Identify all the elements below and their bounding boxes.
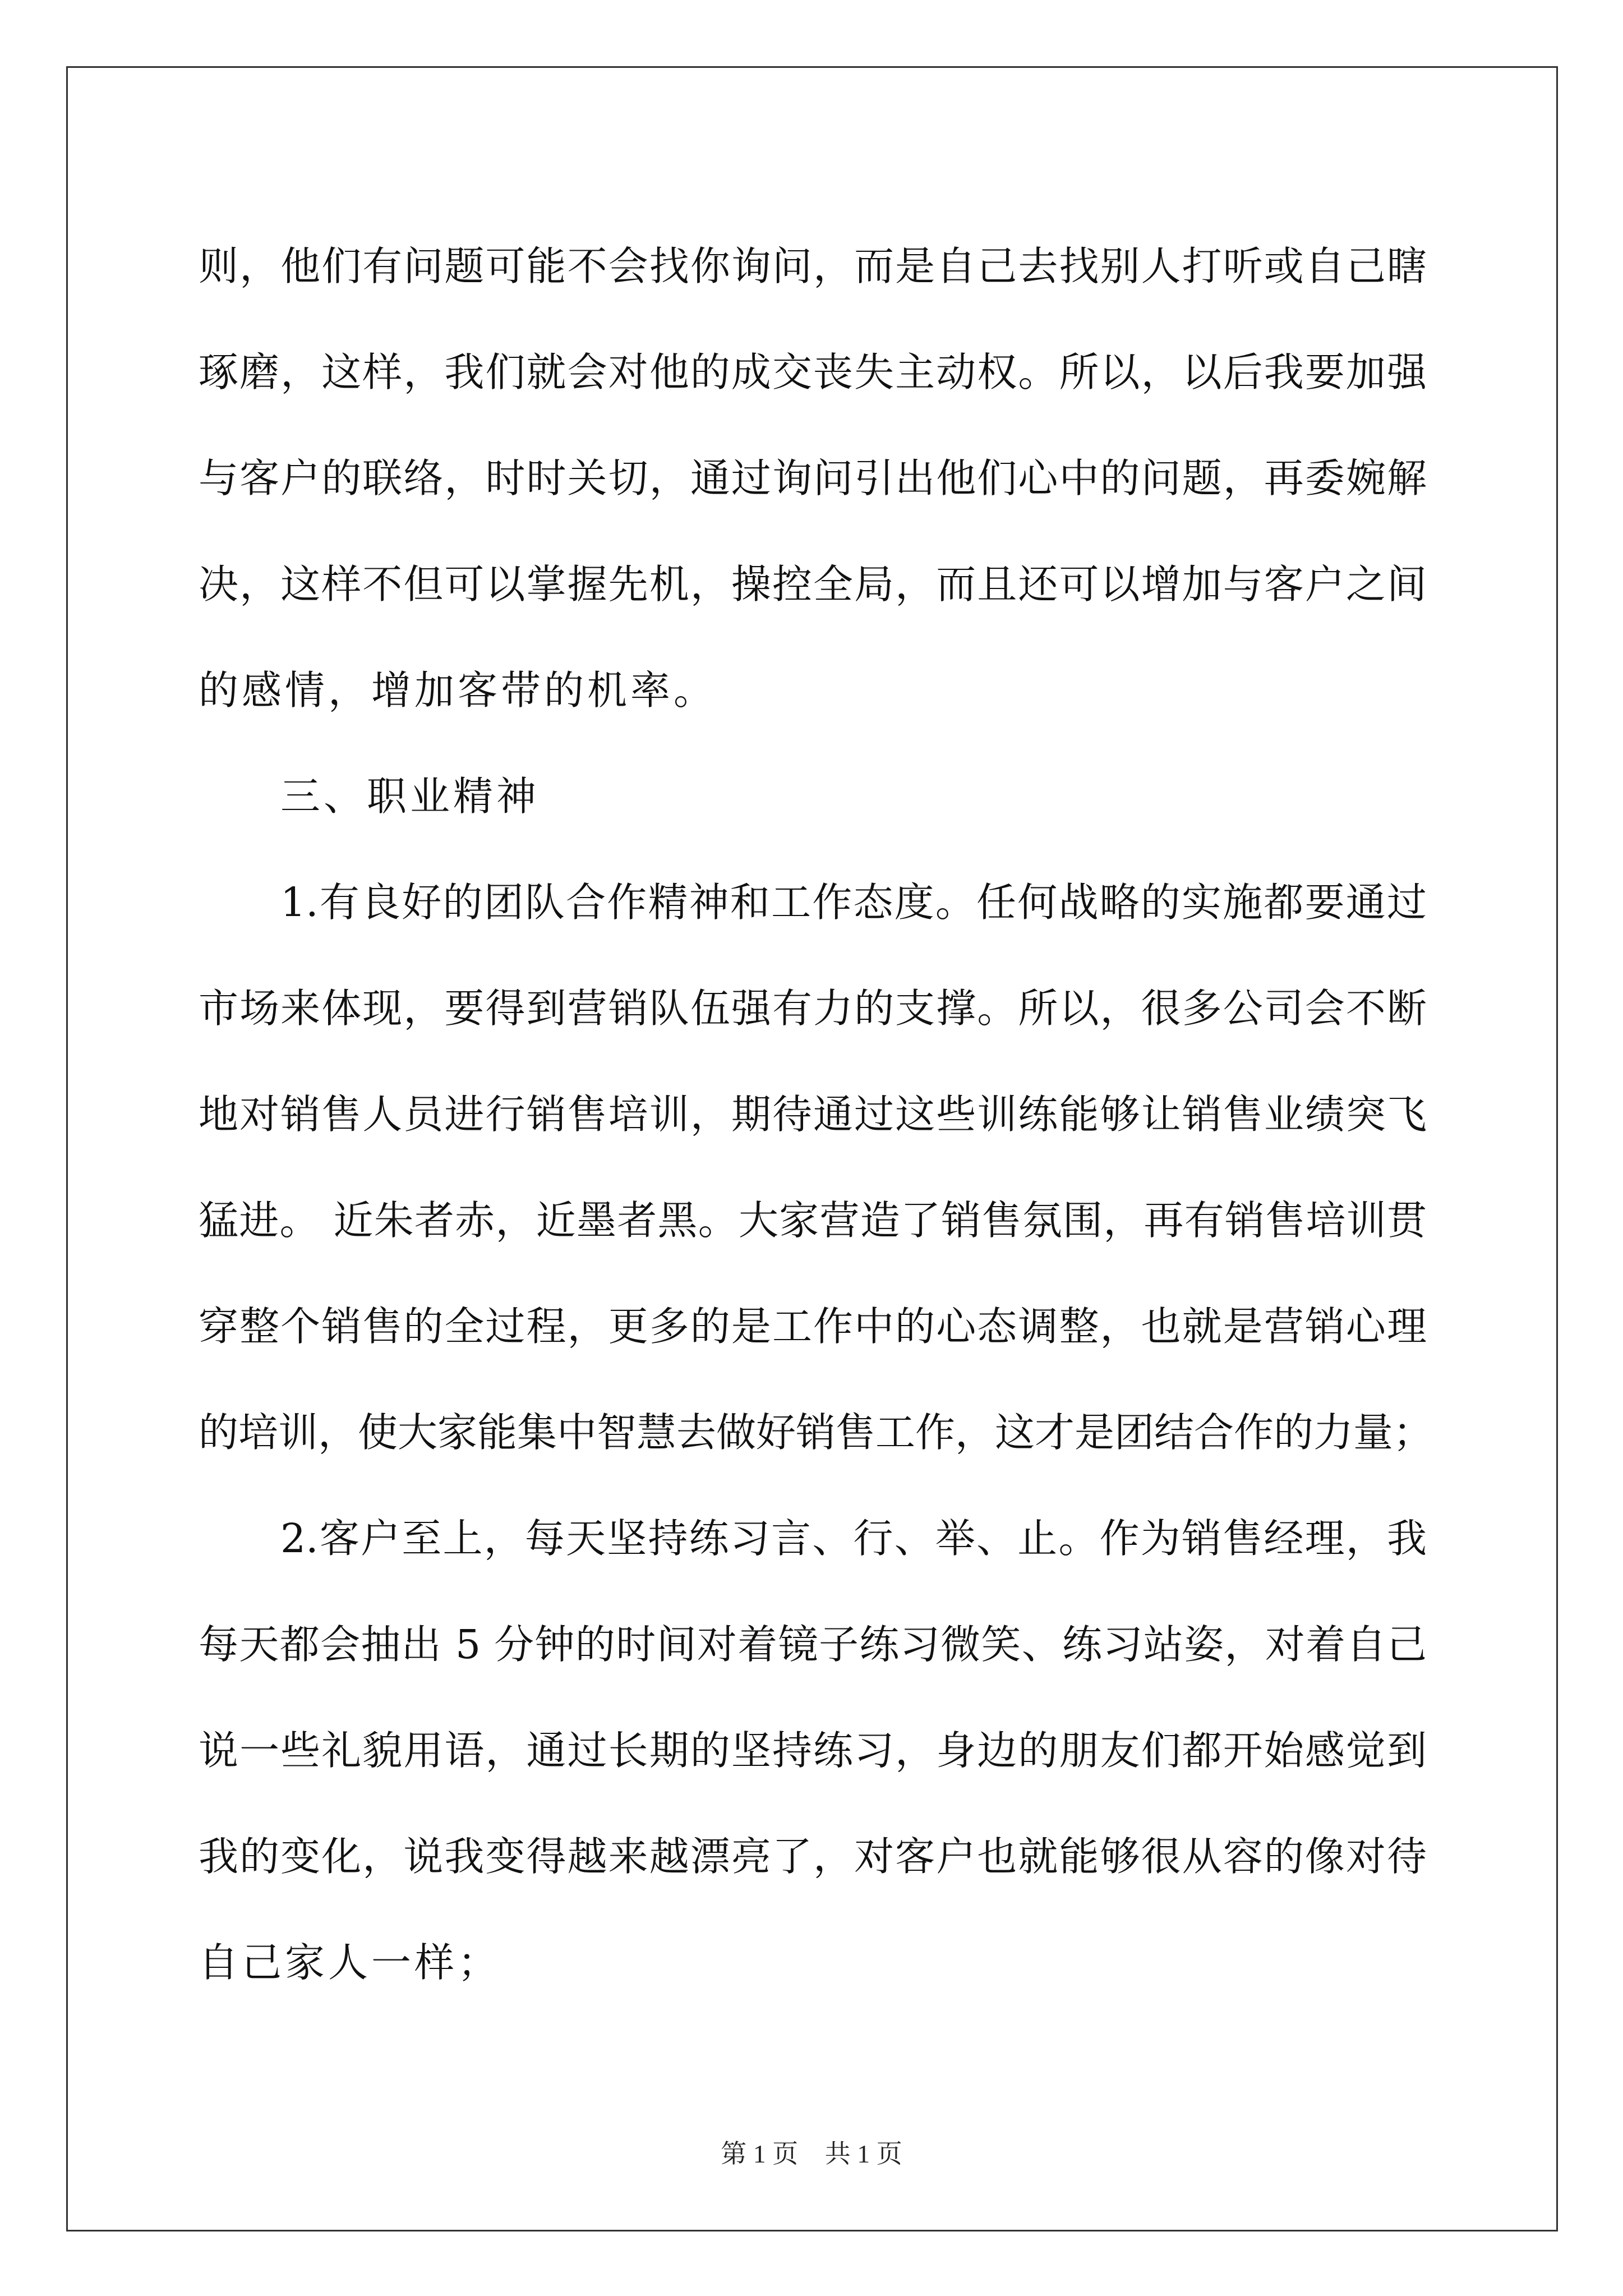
text-line: 说一些礼貌用语，通过长期的坚持练习，身边的朋友们都开始感觉到 [199, 1727, 1427, 1774]
text-line: 的培训，使大家能集中智慧去做好销售工作，这才是团结合作的力量； [199, 1409, 1433, 1456]
text-line: 决，这样不但可以掌握先机，操控全局，而且还可以增加与客户之间 [199, 561, 1427, 608]
section-heading: 三、职业精神 [280, 773, 540, 820]
text-line: 我的变化，说我变得越来越漂亮了，对客户也就能够很从容的像对待 [199, 1833, 1427, 1880]
text-line: 与客户的联络，时时关切，通过询问引出他们心中的问题，再委婉解 [199, 455, 1427, 501]
document-body [199, 213, 1433, 2016]
text-line: 琢磨，这样，我们就会对他的成交丧失主动权。所以，以后我要加强 [199, 349, 1427, 395]
text-line: 穿整个销售的全过程，更多的是工作中的心态调整，也就是营销心理 [199, 1303, 1427, 1350]
page-footer [0, 2137, 1623, 2171]
text-line: 的感情，增加客带的机率。 [199, 667, 717, 714]
text-line: 1.有良好的团队合作精神和工作态度。任何战略的实施都要通过 [280, 879, 1427, 926]
text-line: 市场来体现，要得到营销队伍强有力的支撑。所以，很多公司会不断 [199, 985, 1427, 1032]
page-total: 共 1 页 [824, 2139, 902, 2168]
text-line: 则，他们有问题可能不会找你询问，而是自己去找别人打听或自己瞎 [199, 243, 1427, 289]
text-line: 2.客户至上，每天坚持练习言、行、举、止。作为销售经理，我 [280, 1515, 1427, 1562]
text-line: 地对销售人员进行销售培训，期待通过这些训练能够让销售业绩突飞 [199, 1091, 1427, 1138]
text-line: 自己家人一样； [199, 1939, 501, 1986]
page-number: 第 1 页 [721, 2139, 799, 2168]
text-line: 每天都会抽出 5 分钟的时间对着镜子练习微笑、练习站姿，对着自己 [199, 1621, 1427, 1668]
text-line: 猛进。 近朱者赤，近墨者黑。大家营造了销售氛围，再有销售培训贯 [199, 1197, 1427, 1244]
